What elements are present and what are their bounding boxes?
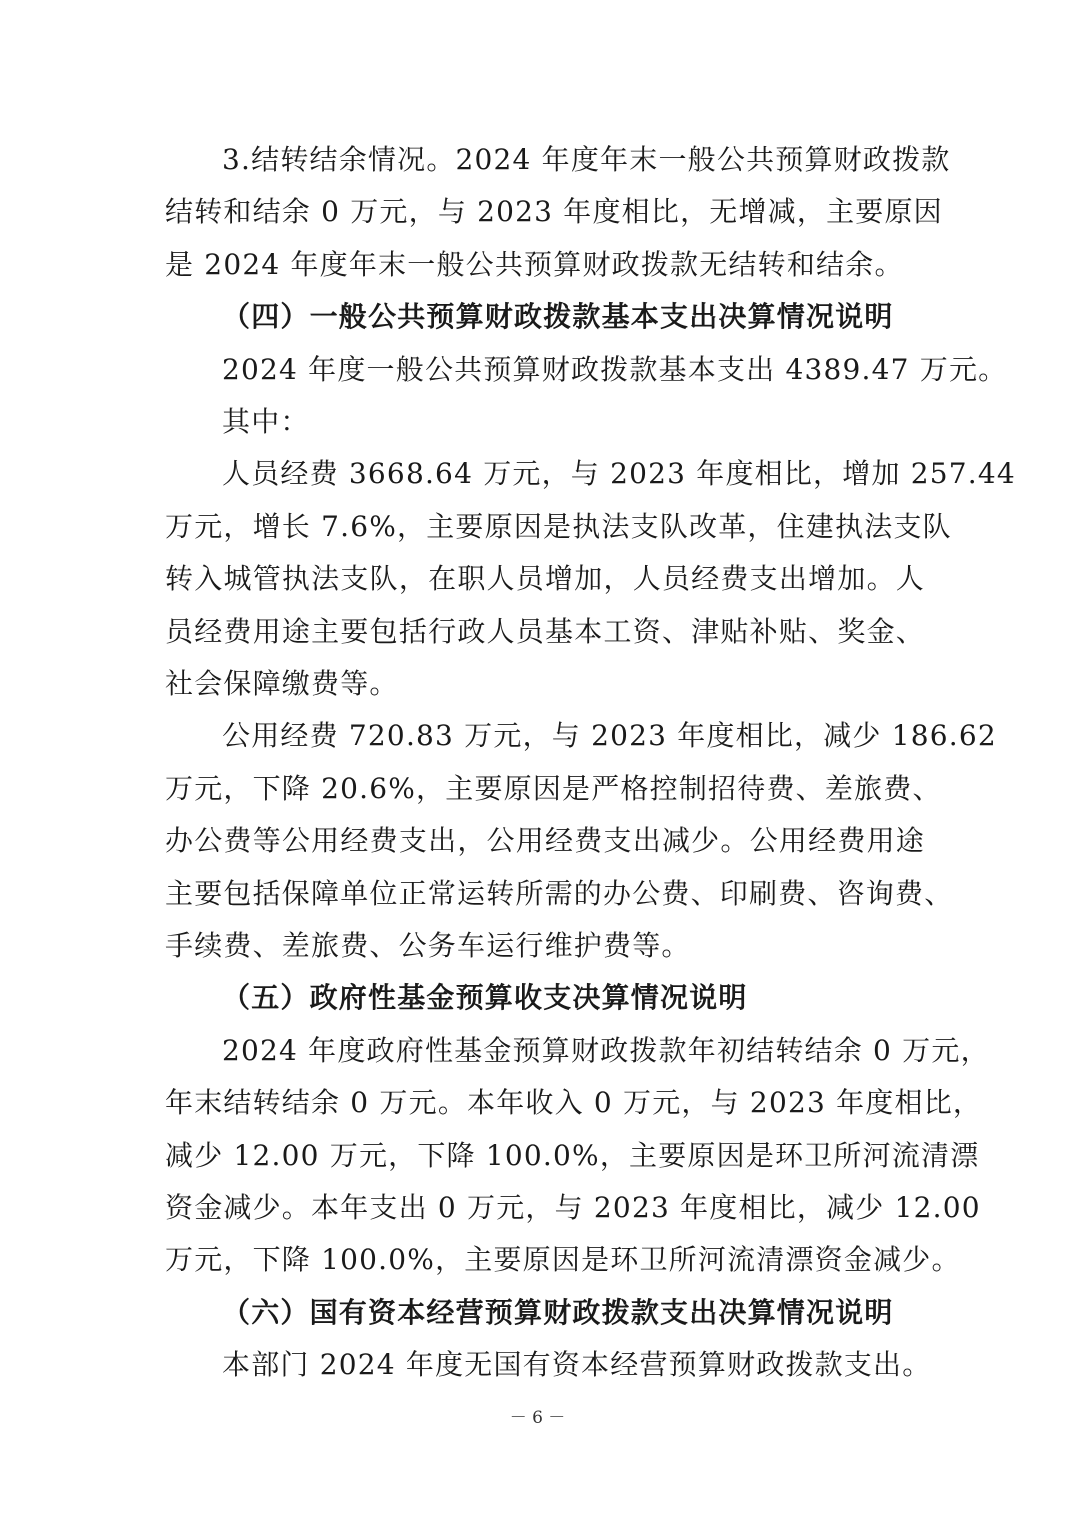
text-line: 人员经费 3668.64 万元，与 2023 年度相比，增加 257.44 bbox=[222, 457, 1016, 491]
text-line: 3.结转结余情况。2024 年度年末一般公共预算财政拨款 bbox=[222, 143, 951, 176]
text-line: 2024 年度政府性基金预算财政拨款年初结转结余 0 万元， bbox=[222, 1033, 990, 1067]
text-line: 万元，增长 7.6%，主要原因是执法支队改革，住建执法支队 bbox=[165, 509, 952, 543]
text-line: 其中： bbox=[222, 405, 310, 438]
text-line: 社会保障缴费等。 bbox=[165, 667, 399, 700]
text-line: 资金减少。本年支出 0 万元，与 2023 年度相比，减少 12.00 bbox=[165, 1191, 981, 1224]
text-line: 公用经费 720.83 万元，与 2023 年度相比，减少 186.62 bbox=[222, 719, 997, 753]
section-heading: （四）一般公共预算财政拨款基本支出决算情况说明 bbox=[222, 300, 894, 334]
section-heading: （六）国有资本经营预算财政拨款支出决算情况说明 bbox=[222, 1295, 894, 1329]
text-line: 主要包括保障单位正常运转所需的办公费、印刷费、咨询费、 bbox=[165, 876, 954, 910]
text-line: 本部门 2024 年度无国有资本经营预算财政拨款支出。 bbox=[222, 1348, 932, 1382]
text-line: 转入城管执法支队，在职人员增加，人员经费支出增加。人 bbox=[165, 562, 925, 596]
text-line: 员经费用途主要包括行政人员基本工资、津贴补贴、奖金、 bbox=[165, 614, 925, 648]
text-line: 办公费等公用经费支出，公用经费支出减少。公用经费用途 bbox=[165, 824, 925, 858]
text-line: 万元，下降 100.0%，主要原因是环卫所河流清漂资金减少。 bbox=[165, 1243, 961, 1277]
page-number: － 6 － bbox=[509, 1408, 566, 1428]
text-line: 手续费、差旅费、公务车运行维护费等。 bbox=[165, 929, 691, 962]
section-heading: （五）政府性基金预算收支决算情况说明 bbox=[222, 981, 748, 1015]
text-line: 结转和结余 0 万元，与 2023 年度相比，无增减，主要原因 bbox=[165, 195, 943, 229]
text-line: 万元，下降 20.6%，主要原因是严格控制招待费、差旅费、 bbox=[165, 771, 942, 805]
text-line: 年末结转结余 0 万元。本年收入 0 万元，与 2023 年度相比， bbox=[165, 1086, 983, 1120]
text-line: 是 2024 年度年末一般公共预算财政拨款无结转和结余。 bbox=[165, 247, 904, 281]
text-line: 2024 年度一般公共预算财政拨款基本支出 4389.47 万元。 bbox=[222, 352, 1008, 386]
text-line: 减少 12.00 万元，下降 100.0%，主要原因是环卫所河流清漂 bbox=[165, 1138, 980, 1172]
